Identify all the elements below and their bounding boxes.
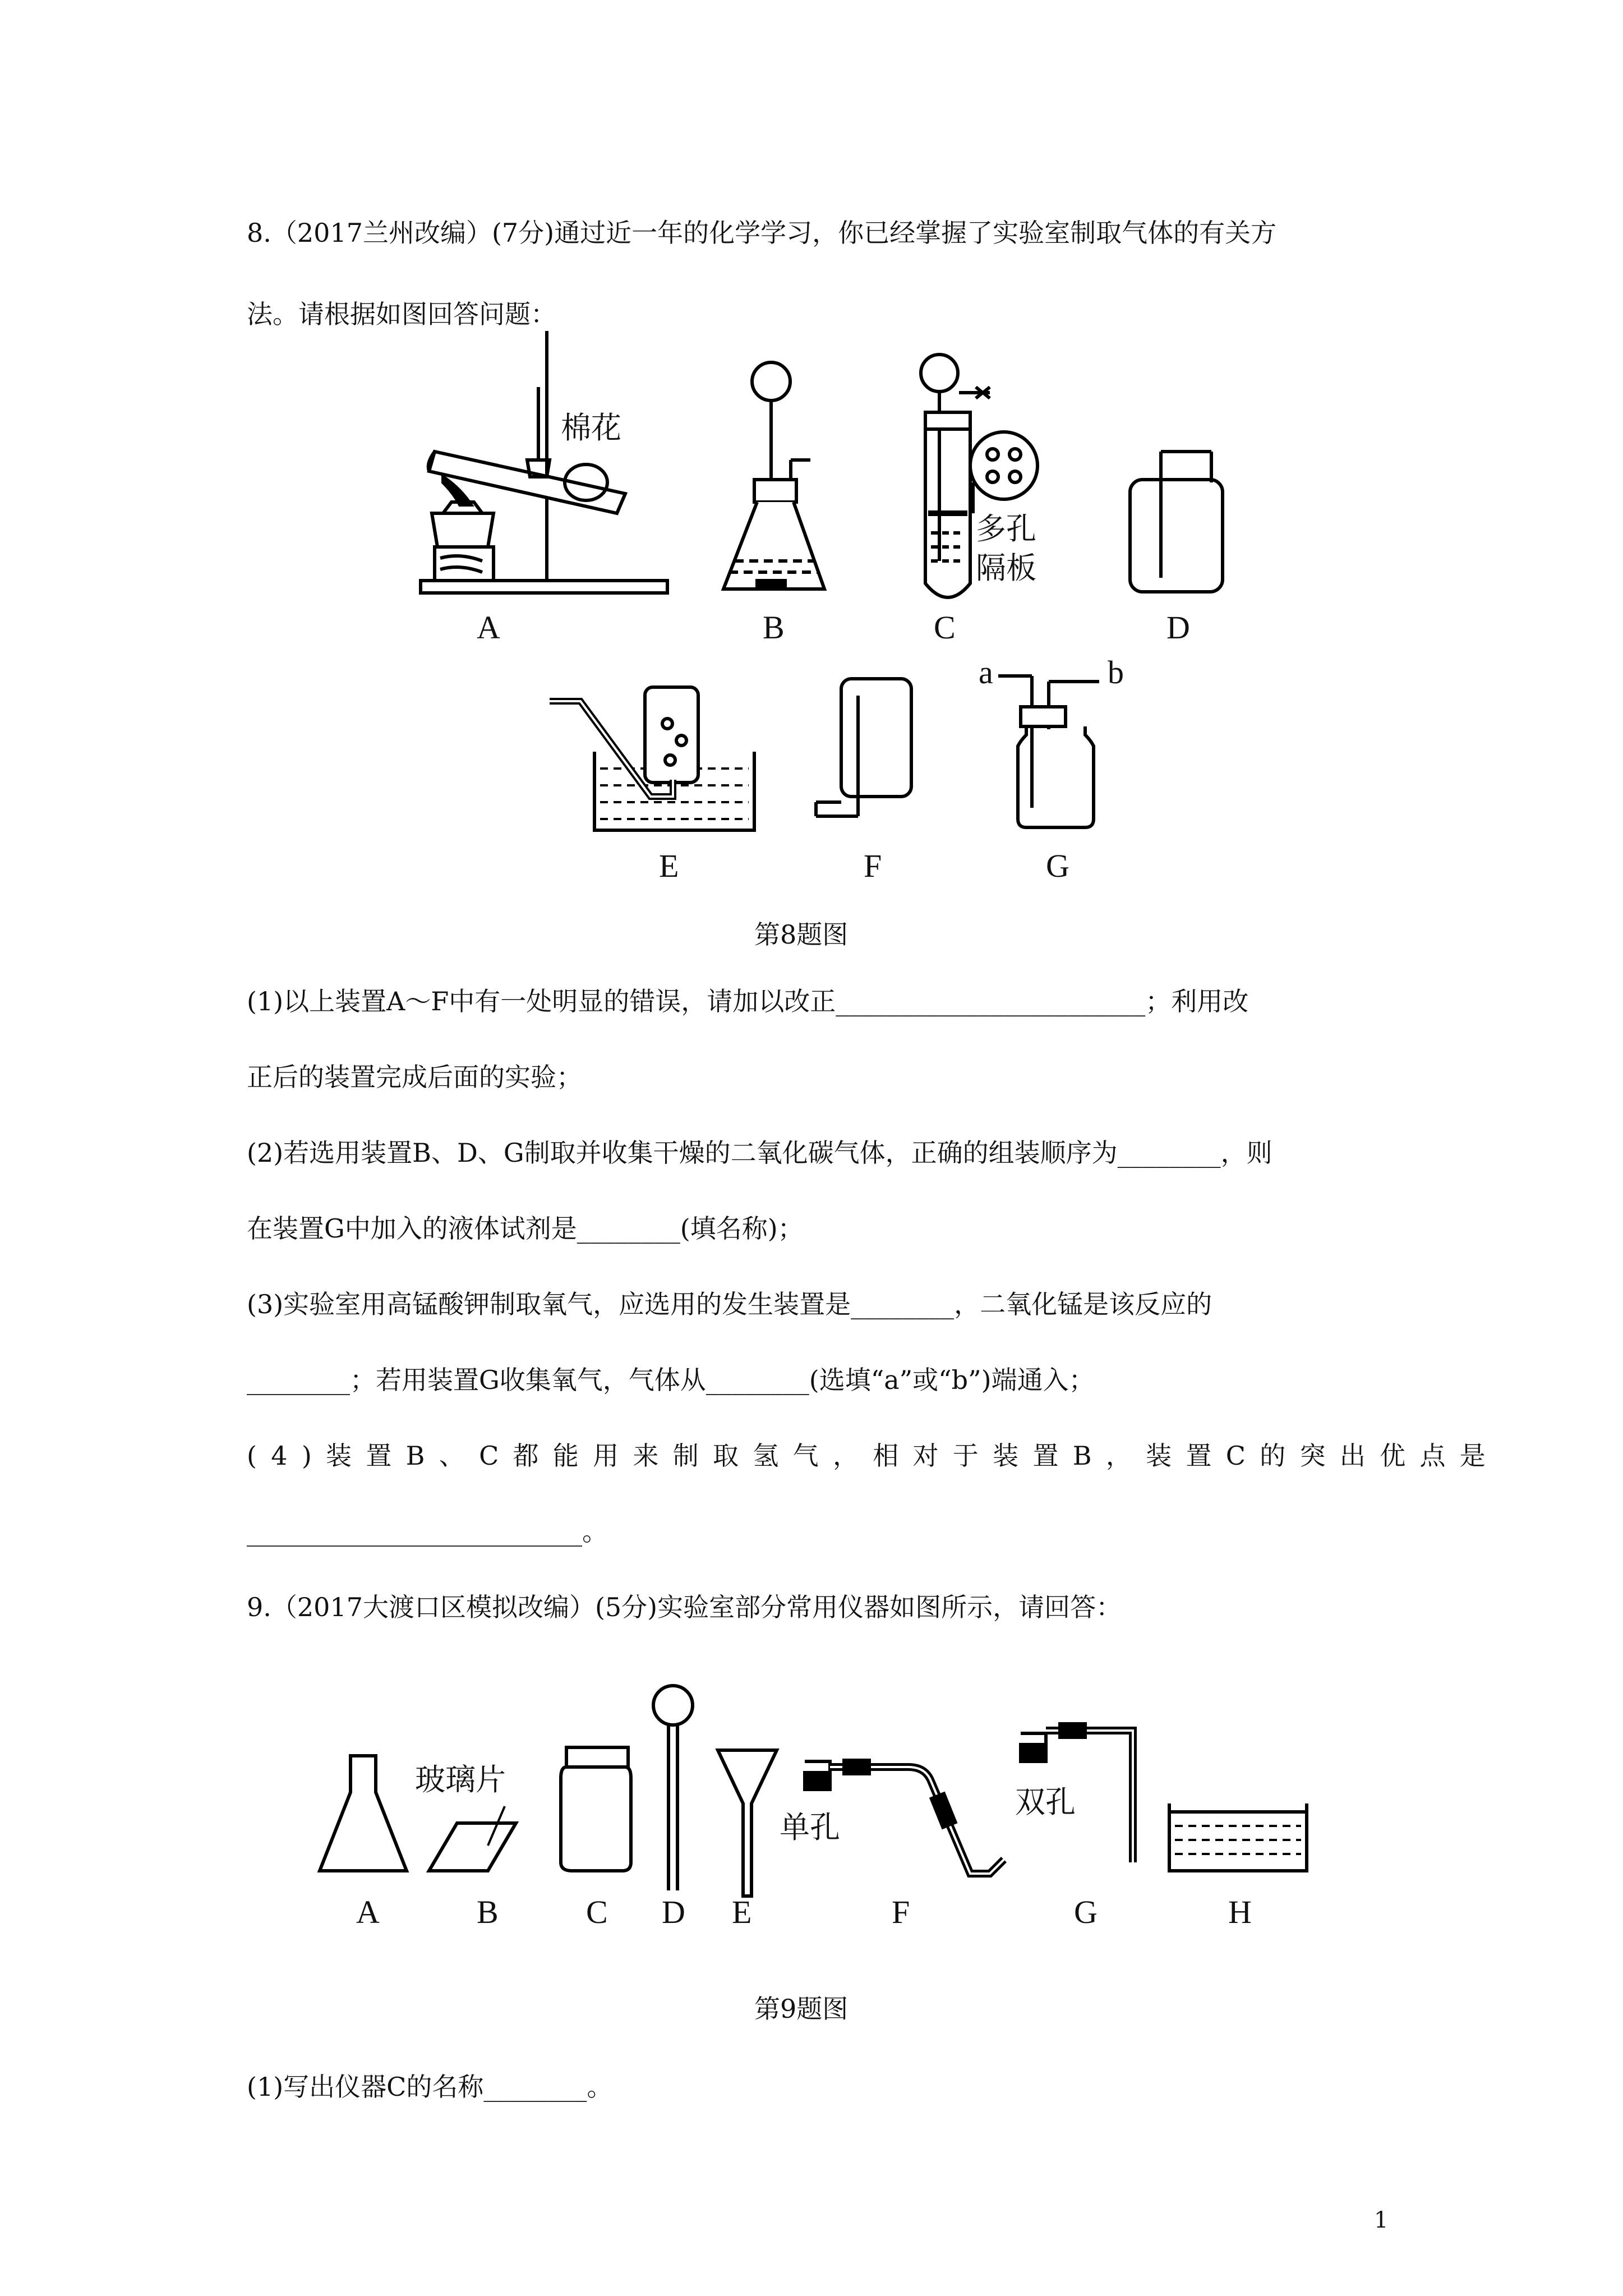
q9-label-d: D: [662, 1894, 685, 1930]
q9-label-e: E: [732, 1894, 752, 1930]
note-single-hole: 单孔: [780, 1810, 840, 1845]
q8-part1-line2: 正后的装置完成后面的实验；: [247, 1062, 582, 1092]
q8-part3-line2: ________；若用装置G收集氧气，气体从________(选填“a”或“b”)端通入；: [247, 1365, 1095, 1395]
q8-stem-line2: 法。请根据如图回答问题：: [247, 299, 556, 329]
q8-stem-line1: 8.（2017兰州改编）(7分)通过近一年的化学学习，你已经掌握了实验室制取气体的有关方: [247, 218, 1277, 248]
q8-label-g: G: [1046, 848, 1069, 884]
note-double-hole: 双孔: [1015, 1784, 1076, 1820]
q9-figure-caption: 第9题图: [754, 1994, 849, 2024]
q8-part2-line2: 在装置G中加入的液体试剂是________(填名称)；: [247, 1213, 804, 1244]
note-porous-plate-2: 隔板: [976, 550, 1036, 586]
q8-label-a: A: [477, 609, 500, 646]
note-porous-plate-1: 多孔: [976, 511, 1036, 546]
q8-part2-line1: (2)若选用装置B、D、G制取并收集干燥的二氧化碳气体，正确的组装顺序为________，则: [247, 1138, 1272, 1168]
q9-label-f: F: [892, 1894, 910, 1930]
q8-label-b: B: [763, 609, 785, 646]
q9-label-b: B: [477, 1894, 499, 1930]
q8-part3-line1: (3)实验室用高锰酸钾制取氧气，应选用的发生装置是________，二氧化锰是该反应的: [247, 1289, 1212, 1319]
note-cotton: 棉花: [561, 410, 621, 445]
q8-label-f: F: [864, 848, 882, 884]
q8-label-c: C: [934, 609, 956, 646]
note-glass-plate: 玻璃片: [415, 1762, 506, 1797]
q8-label-d: D: [1166, 609, 1190, 646]
q9-label-a: A: [356, 1894, 380, 1930]
q9-label-h: H: [1228, 1894, 1252, 1930]
port-a-label: a: [979, 654, 993, 691]
q9-label-c: C: [586, 1894, 608, 1930]
port-b-label: b: [1108, 654, 1124, 691]
q8-part1-line1: (1)以上装置A～F中有一处明显的错误，请加以改正________________________；利用改: [247, 986, 1249, 1016]
q9-part1: (1)写出仪器C的名称________。: [247, 2072, 613, 2102]
page-number: 1: [1374, 2207, 1389, 2233]
q8-part4-line1: (4)装置B、C都能用来制取氢气，相对于装置B，装置C的突出优点是: [247, 1441, 1500, 1471]
q8-figure-caption: 第8题图: [754, 919, 849, 950]
q8-part4-line2: __________________________。: [247, 1516, 608, 1547]
q9-label-g: G: [1074, 1894, 1098, 1930]
q8-label-e: E: [659, 848, 679, 884]
q9-stem: 9.（2017大渡口区模拟改编）(5分)实验室部分常用仪器如图所示，请回答：: [247, 1592, 1122, 1622]
